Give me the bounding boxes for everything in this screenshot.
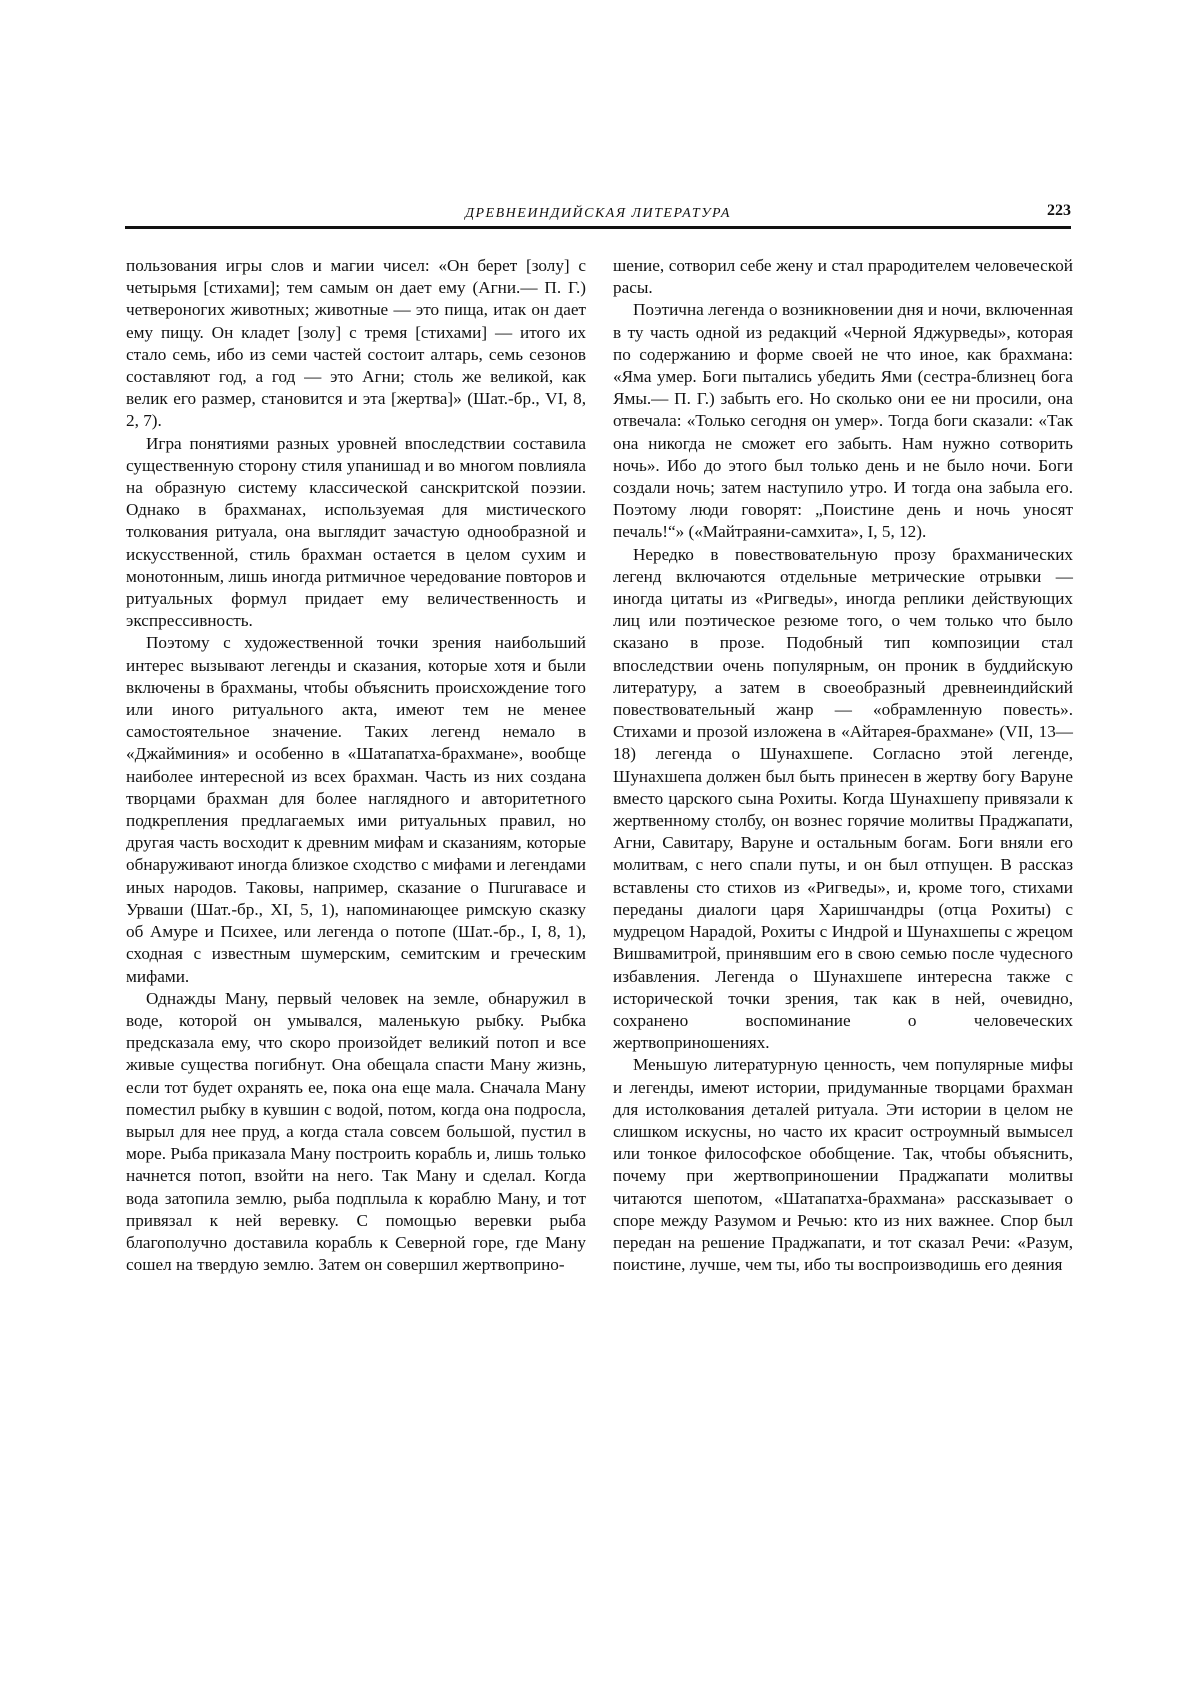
paragraph: шение, сотворил себе жену и стал прародителем человеческой расы.: [613, 256, 1073, 298]
paragraph: Поэтому с художественной точки зрения наибольший интерес вызывают легенды и сказания, которые хотя и были включены в брахманы, чтобы объяснить происхождение того или иного ритуального акта, имеют тем не менее самостоятельное значение. Таких легенд немало в «Джайминия» и особенно в «Шатапатха-брахмане», вообще наиболее интересной из всех брахман. Часть из них создана творцами брахман для более наглядного и авторитетного подкрепления предлагаемых ими ритуальных правил, но другая часть восходит к древним мифам и сказаниям, которые обнаруживают иногда близкое сходство с мифами и легендами иных народов. Таковы, например, сказание о Пururавасе и Урваши (Шат.-бр., XI, 5, 1), напоминающее римскую сказку об Амуре и Психее, или легенда о потопе (Шат.-бр., I, 8, 1), сходная с известным шумерским, семитским и греческим мифами.: [126, 633, 586, 986]
running-title: ДРЕВНЕИНДИЙСКАЯ ЛИТЕРАТУРА: [465, 206, 731, 221]
page-number: 223: [1047, 202, 1071, 219]
paragraph: Нередко в повествовательную прозу брахманических легенд включаются отдельные метрические отрывки — иногда цитаты из «Ригведы», иногда реплики действующих лиц или поэтическое резюме того, о чем только что было сказано в прозе. Подобный тип композиции стал впоследствии очень популярным, он проник в буддийскую литературу, а затем в своеобразный древнеиндийский повествовательный жанр — «обрамленную повесть». Стихами и прозой изложена в «Айтарея-брахмане» (VII, 13—18) легенда о Шунахшепе. Согласно этой легенде, Шунахшепа должен был быть принесен в жертву богу Варуне вместо царского сына Рохиты. Когда Шунахшепу привязали к жертвенному столбу, он вознес горячие молитвы Праджапати, Агни, Савитару, Варуне и остальным богам. Боги вняли его молитвам, с него спали путы, и он был отпущен. В рассказ вставлены сто стихов из «Ригведы», и, кроме того, стихами переданы диалоги царя Харишчандры (отца Рохиты) с мудрецом Нарадой, Рохиты с Индрой и Шунахшепы с жрецом Вишвамитрой, принявшим его в свою семью после чудесного избавления. Легенда о Шунахшепе интересна также с исторической точки зрения, так как в ней, очевидно, сохранено воспоминание о человеческих жертвоприношениях.: [613, 544, 1073, 1053]
paragraph: пользования игры слов и магии чисел: «Он берет [золу] с четырьмя [стихами]; тем самым он дает ему (Агни.— П. Г.) четвероногих животных; животные — это пища, итак он дает ему пищу. Он кладет [золу] с тремя [стихами] — итого их стало семь, ибо из семи частей состоит алтарь, семь сезонов составляют год, а год — это Агни; столь же великой, как велик его размер, становится и эта [жертва]» (Шат.-бр., VI, 8, 2, 7).: [126, 256, 586, 431]
paragraph: Меньшую литературную ценность, чем популярные мифы и легенды, имеют истории, придуманные творцами брахман для истолкования деталей ритуала. Эти истории в целом не слишком искусны, но часто их красит остроумный вымысел или тонкое философское обобщение. Так, чтобы объяснить, почему при жертвоприношении Праджапати молитвы читаются шепотом, «Шатапатха-брахмана» рассказывает о споре между Разумом и Речью: кто из них важнее. Спор был передан на решение Праджапати, и тот сказал Речи: «Разум, поистине, лучше, чем ты, ибо ты воспроизводишь его деяния: [613, 1055, 1073, 1275]
left-column: [126, 255, 586, 1276]
right-column: [613, 255, 1073, 1276]
header-rule: [125, 226, 1071, 229]
paragraph: Однажды Ману, первый человек на земле, обнаружил в воде, которой он умывался, маленькую рыбку. Рыбка предсказала ему, что скоро произойдет великий потоп и все живые существа погибнут. Она обещала спасти Ману жизнь, если тот будет охранять ее, пока она еще мала. Сначала Ману поместил рыбку в кувшин с водой, потом, когда она подросла, вырыл для нее пруд, а когда стала совсем большой, пустил в море. Рыба приказала Ману построить корабль и, лишь только начнется потоп, взойти на него. Так Ману и сделал. Когда вода затопила землю, рыба подплыла к кораблю Ману, и тот привязал к ней веревку. С помощью веревки рыба благополучно доставила корабль к Северной горе, где Ману сошел на твердую землю. Затем он совершил жертвоприно-: [126, 988, 586, 1275]
paragraph: Игра понятиями разных уровней впоследствии составила существенную сторону стиля упанишад и во многом повлияла на образную систему классической санскритской поэзии. Однако в брахманах, используемая для мистического толкования ритуала, она выглядит зачастую однообразной и искусственной, стиль брахман остается в целом сухим и монотонным, лишь иногда ритмичное чередование повторов и ритуальных формул придает ему величественность и экспрессивность.: [126, 433, 586, 631]
paragraph: Поэтична легенда о возникновении дня и ночи, включенная в ту часть одной из редакций «Черной Яджурведы», которая по содержанию и форме своей не что иное, как брахмана: «Яма умер. Боги пытались убедить Ями (сестра-близнец бога Ямы.— П. Г.) забыть его. Но сколько они ее ни просили, она отвечала: «Только сегодня он умер». Тогда боги сказали: «Так она никогда не сможет его забыть. Нам нужно сотворить ночь». Ибо до этого был только день и не было ночи. Боги создали ночь; затем наступило утро. И тогда она забыла его. Поэтому люди говорят: „Поистине день и ночь уносят печаль!“» («Майтраяни-самхита», I, 5, 12).: [613, 300, 1073, 542]
